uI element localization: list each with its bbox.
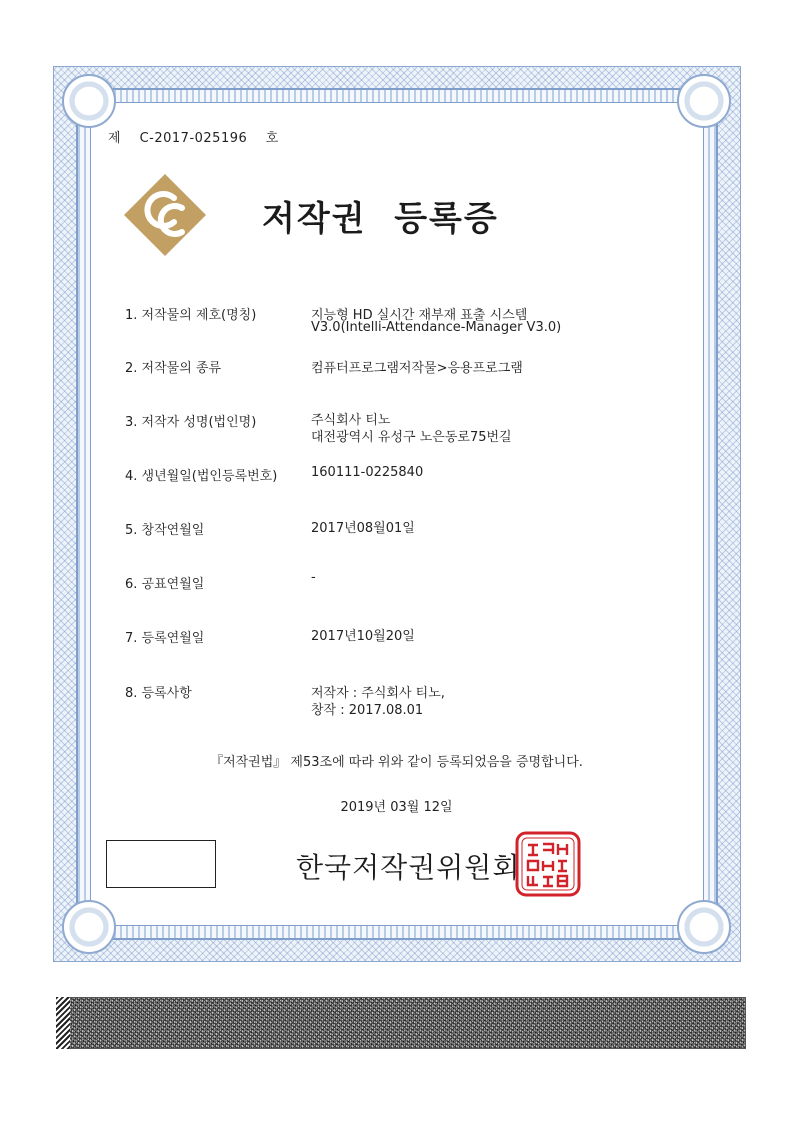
field-author-name: 주식회사 티노 [311, 413, 391, 428]
field-publication-date-value: - [311, 570, 316, 585]
security-pattern-edge [56, 997, 70, 1049]
field-registration-details-line1: 저작자 : 주식회사 티노, [311, 686, 445, 701]
field-registration-details-line2: 창작 : 2017.08.01 [311, 703, 424, 718]
issue-date: 2019년 03월 12일 [340, 800, 453, 815]
field-regno-value: 160111-0225840 [311, 465, 424, 480]
field-title-label: 1. 저작물의 제호(명칭) [125, 308, 257, 323]
field-title-value-line1: 지능형 HD 실시간 재부재 표출 시스템 [311, 308, 528, 323]
blank-box [106, 840, 216, 888]
copyright-commission-logo-icon [122, 172, 208, 258]
issuer-name: 한국저작권위원회 [296, 851, 521, 884]
corner-ornament-icon [677, 900, 731, 954]
corner-ornament-icon [62, 74, 116, 128]
field-author-label: 3. 저작자 성명(법인명) [125, 415, 257, 430]
field-creation-date-value: 2017년08월01일 [311, 521, 415, 536]
field-regno-label: 4. 생년월일(법인등록번호) [125, 469, 278, 484]
corner-ornament-icon [677, 74, 731, 128]
field-registration-details-label: 8. 등록사항 [125, 686, 192, 701]
field-publication-date-label: 6. 공표연월일 [125, 577, 205, 592]
field-type-value: 컴퓨터프로그램저작물>응용프로그램 [311, 361, 523, 376]
field-author-address: 대전광역시 유성구 노은동로75번길 [311, 430, 512, 445]
certification-statement: 『저작권법』 제53조에 따라 위와 같이 등록되었음을 증명합니다. [210, 755, 583, 770]
field-type-label: 2. 저작물의 종류 [125, 361, 222, 376]
document-title: 저작권 등록증 [262, 199, 499, 239]
field-creation-date-label: 5. 창작연월일 [125, 523, 205, 538]
registration-number: 제 C-2017-025196 호 [108, 131, 279, 146]
security-pattern-strip [56, 997, 746, 1049]
field-registration-date-value: 2017년10월20일 [311, 629, 415, 644]
field-title-value-line2: V3.0(Intelli-Attendance-Manager V3.0) [311, 320, 562, 335]
corner-ornament-icon [62, 900, 116, 954]
field-registration-date-label: 7. 등록연월일 [125, 631, 205, 646]
official-seal-icon [515, 831, 581, 897]
